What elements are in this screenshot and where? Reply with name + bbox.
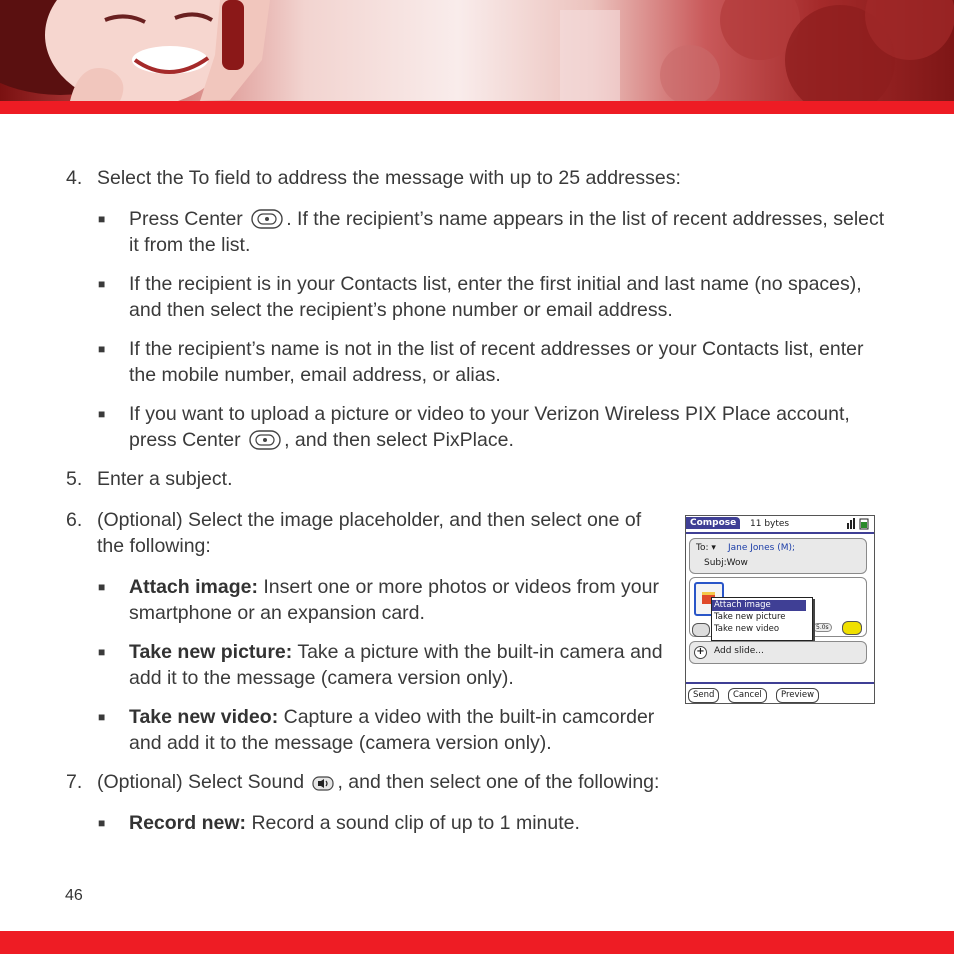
- bullet-text-after: , and then select PixPlace.: [284, 429, 514, 451]
- bullet-description: Record a sound clip of up to 1 minute.: [246, 812, 580, 834]
- bullet-term: Record new:: [129, 812, 247, 834]
- device-bytes: 11 bytes: [750, 519, 790, 529]
- step-number: 5.: [66, 468, 83, 490]
- plus-icon: +: [694, 646, 707, 659]
- bullet-text: [129, 206, 889, 258]
- device-divider: [686, 682, 874, 684]
- device-menu-attach-image: Attach image: [712, 600, 806, 611]
- step-text: Enter a subject.: [97, 468, 233, 490]
- bullet-text: If the recipient is in your Contacts list, enter the first initial and last name (no spaces), and then select the recipient’s phone number or email address.: [129, 273, 862, 321]
- device-menu-take-video: Take new video: [714, 624, 780, 634]
- bullet-marker: ■: [98, 816, 106, 830]
- bullet-description: Insert one or more photos or videos from your smartphone or an expansion card.: [129, 576, 659, 624]
- bullet-text: [129, 704, 669, 756]
- device-preview-button: Preview: [776, 688, 819, 703]
- step-text: Select the To field to address the message with up to 25 addresses:: [97, 167, 681, 189]
- device-send-button: Send: [688, 688, 719, 703]
- step-number: 7.: [66, 771, 83, 793]
- bullet-term: Take new picture:: [129, 641, 293, 663]
- device-next-icon: [842, 621, 862, 635]
- bullet-text: [129, 574, 669, 626]
- device-sound-icon: [692, 623, 710, 637]
- device-titlebar: [686, 516, 874, 534]
- bullet-marker: ■: [98, 342, 106, 356]
- sound-icon: [311, 773, 335, 793]
- device-cancel-button: Cancel: [728, 688, 767, 703]
- bullet-description: Capture a video with the built-in camcorder and add it to the message (camera version only).: [129, 706, 655, 754]
- bullet-marker: ■: [98, 407, 106, 421]
- bullet-marker: ■: [98, 710, 106, 724]
- center-button-icon: [250, 208, 284, 230]
- device-add-slide-label: Add slide...: [714, 646, 764, 656]
- device-popup-menu: [711, 597, 813, 641]
- bullet-text-before: Press Center: [129, 208, 243, 230]
- bullet-marker: ■: [98, 645, 106, 659]
- page-number: 46: [65, 887, 83, 904]
- device-to-value: Jane Jones (M);: [728, 543, 796, 553]
- step-text: (Optional) Select the image placeholder, and then select one of the following:: [97, 509, 642, 557]
- bullet-text-after: . If the recipient’s name appears in the list of recent addresses, select it from the list.: [129, 208, 885, 256]
- center-button-icon: [248, 429, 282, 451]
- device-title: Compose: [686, 517, 740, 529]
- step-text-before: (Optional) Select Sound: [97, 771, 305, 793]
- step-text-after: , and then select one of the following:: [337, 771, 660, 793]
- device-add-slide: [689, 641, 867, 664]
- bullet-marker: ■: [98, 212, 106, 226]
- step-number: 6.: [66, 509, 83, 531]
- bullet-text: [129, 401, 889, 453]
- signal-battery-icon: [846, 517, 872, 530]
- bullet-text: [129, 810, 889, 836]
- bullet-marker: ■: [98, 277, 106, 291]
- step-text: [97, 769, 857, 795]
- bullet-text: If the recipient’s name is not in the list of recent addresses or your Contacts list, enter the mobile number, email address, or alias.: [129, 338, 864, 386]
- bullet-marker: ■: [98, 580, 106, 594]
- bullet-text-before: If you want to upload a picture or video to your Verizon Wireless PIX Place account, press Center: [129, 403, 850, 451]
- device-to-field: [689, 538, 867, 574]
- device-menu-take-picture: Take new picture: [714, 612, 786, 622]
- device-to-label: To: ▾: [696, 543, 716, 553]
- step-number: 4.: [66, 167, 83, 189]
- bottom-red-bar: [0, 931, 954, 954]
- bullet-term: Attach image:: [129, 576, 258, 598]
- bullet-text: [129, 639, 669, 691]
- compose-screen-screenshot: [685, 515, 875, 704]
- bullet-term: Take new video:: [129, 706, 279, 728]
- bullet-description: Take a picture with the built-in camera and add it to the message (camera version only).: [129, 641, 663, 689]
- device-timer: 5.0s: [813, 623, 832, 632]
- device-subject: Subj:Wow: [704, 558, 748, 568]
